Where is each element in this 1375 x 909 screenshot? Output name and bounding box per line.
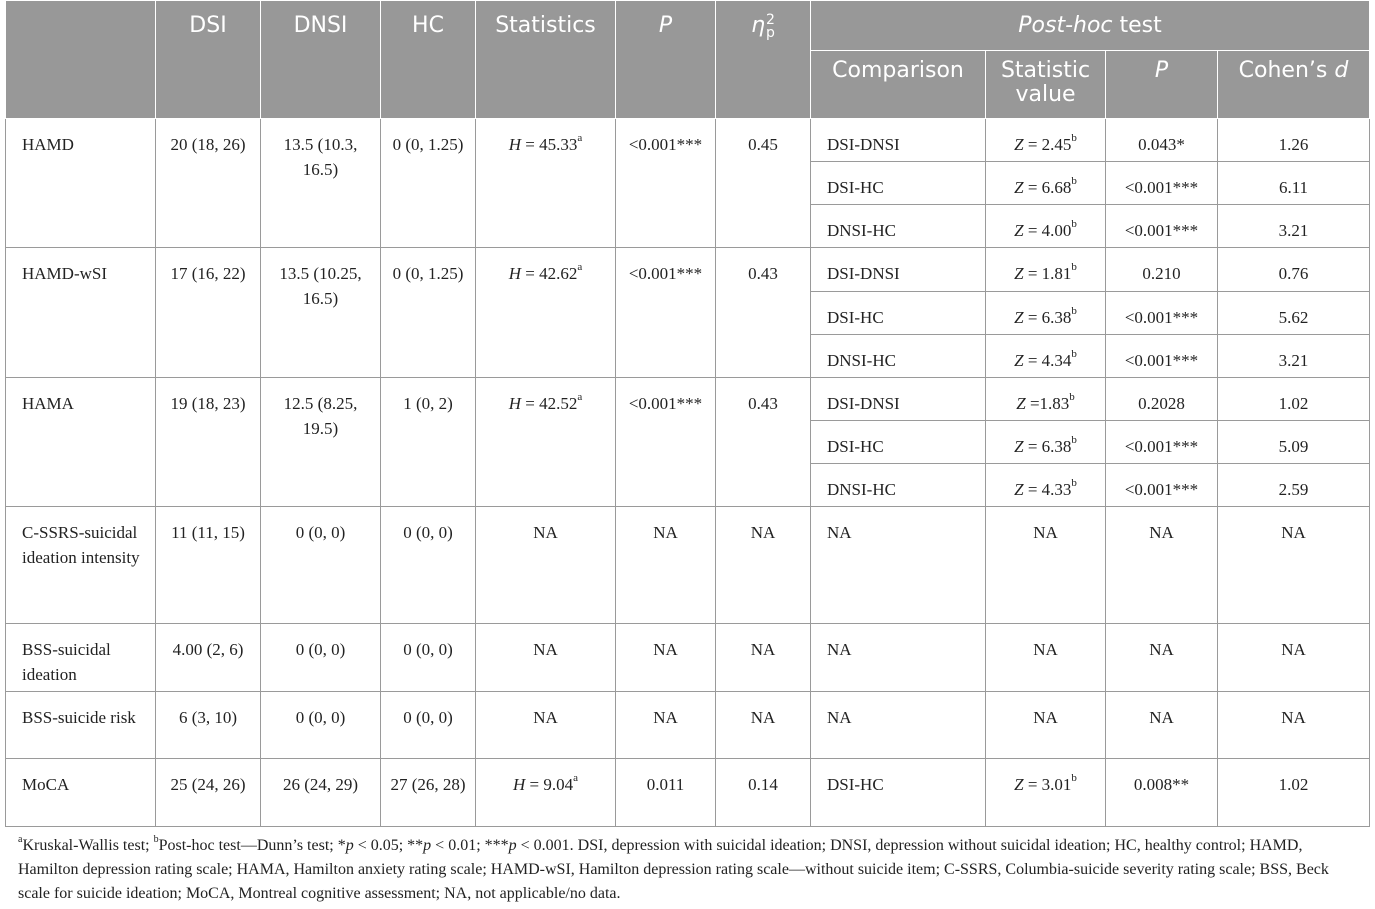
p-cell: 0.011 [616, 759, 716, 827]
stat-sup: a [573, 772, 578, 785]
comparison-cell: DSI-HC [811, 162, 986, 205]
cohen-d-cell: 6.11 [1218, 162, 1370, 205]
eta-cell: 0.43 [716, 248, 811, 378]
cohen-d-cell: NA [1218, 692, 1370, 759]
comparison-cell: DSI-HC [811, 292, 986, 335]
stat-value: = 42.62 [521, 264, 578, 283]
subheader-comparison: Comparison [811, 51, 986, 119]
cohen-d-cell: 3.21 [1218, 205, 1370, 248]
dsi-cell: 17 (16, 22) [156, 248, 261, 378]
posthoc-p-cell: 0.210 [1106, 248, 1218, 292]
z-value: = 6.68 [1023, 178, 1072, 197]
z-cell [986, 421, 1106, 464]
z-sup: b [1069, 391, 1075, 404]
comparison-cell: DNSI-HC [811, 335, 986, 378]
z-cell [986, 205, 1106, 248]
posthoc-p-cell: <0.001*** [1106, 292, 1218, 335]
cohen-d-cell: NA [1218, 624, 1370, 692]
cohen-d: d [1334, 58, 1349, 83]
z-cell [986, 335, 1106, 378]
z-letter: Z [1014, 178, 1024, 197]
eta-cell: 0.45 [716, 119, 811, 248]
z-letter: Z [1014, 775, 1024, 794]
table-row [6, 119, 1370, 162]
posthoc-p-cell: <0.001*** [1106, 464, 1218, 507]
stat-sup: a [577, 391, 583, 404]
z-cell [986, 248, 1106, 292]
z-letter: Z [1014, 437, 1024, 456]
cohen-d-cell: NA [1218, 507, 1370, 624]
statistics-cell [476, 759, 616, 827]
stat-value: = 45.33 [521, 135, 578, 154]
posthoc-p-cell: <0.001*** [1106, 421, 1218, 464]
cohen-d-cell: 2.59 [1218, 464, 1370, 507]
statistics-cell: NA [476, 692, 616, 759]
cohen-label: Cohen’s [1238, 58, 1335, 83]
posthoc-p-cell: <0.001*** [1106, 335, 1218, 378]
p-cell: NA [616, 507, 716, 624]
dnsi-cell: 0 (0, 0) [261, 624, 381, 692]
z-sup: b [1071, 175, 1077, 188]
hc-cell: 0 (0, 0) [381, 692, 476, 759]
comparison-cell: DNSI-HC [811, 464, 986, 507]
z-cell [986, 119, 1106, 162]
statistics-cell [476, 119, 616, 248]
table-footnote [18, 834, 1358, 906]
z-cell [986, 759, 1106, 827]
z-value: = 3.01 [1023, 775, 1072, 794]
table-row [6, 378, 1370, 421]
z-value: = 4.33 [1023, 480, 1072, 499]
posthoc-italic: Post-hoc [1018, 13, 1113, 38]
cohen-d-cell: 1.26 [1218, 119, 1370, 162]
statistics-cell: NA [476, 624, 616, 692]
stat-letter: H [508, 135, 522, 154]
z-cell: NA [986, 507, 1106, 624]
measure-cell: BSS-suicidal ideation [6, 624, 156, 692]
subheader-p: P [1106, 51, 1218, 119]
statistics-cell [476, 378, 616, 507]
dnsi-cell: 0 (0, 0) [261, 507, 381, 624]
p-cell: NA [616, 692, 716, 759]
z-cell: NA [986, 692, 1106, 759]
hc-cell: 0 (0, 0) [381, 624, 476, 692]
z-letter: Z [1016, 394, 1026, 413]
posthoc-p-cell: NA [1106, 507, 1218, 624]
p-cell: <0.001*** [616, 378, 716, 507]
header-hc: HC [381, 1, 476, 119]
p-cell: <0.001*** [616, 248, 716, 378]
footnote-p1: p [345, 837, 354, 854]
p-cell: NA [616, 624, 716, 692]
z-letter: Z [1014, 221, 1024, 240]
footnote-t1: < 0.05; ** [353, 837, 424, 854]
comparison-cell: NA [811, 624, 986, 692]
posthoc-rest: test [1112, 13, 1162, 38]
z-sup: b [1071, 305, 1077, 318]
z-value: =1.83 [1025, 394, 1070, 413]
measure-cell: BSS-suicide risk [6, 692, 156, 759]
dsi-cell: 4.00 (2, 6) [156, 624, 261, 692]
measure-cell: HAMD-wSI [6, 248, 156, 378]
footnote-p3: p [508, 837, 517, 854]
z-sup: b [1071, 132, 1077, 145]
table-row [6, 692, 1370, 759]
posthoc-p-cell: <0.001*** [1106, 162, 1218, 205]
stat-sup: a [577, 132, 583, 145]
z-sup: b [1071, 348, 1077, 361]
z-cell [986, 292, 1106, 335]
hc-cell: 0 (0, 1.25) [381, 119, 476, 248]
table-row [6, 624, 1370, 692]
z-sup: b [1071, 434, 1077, 447]
cohen-d-cell: 3.21 [1218, 335, 1370, 378]
measure-cell: HAMA [6, 378, 156, 507]
z-letter: Z [1014, 351, 1024, 370]
dnsi-cell: 26 (24, 29) [261, 759, 381, 827]
eta-cell: 0.43 [716, 378, 811, 507]
header-dnsi: DNSI [261, 1, 381, 119]
header-dsi: DSI [156, 1, 261, 119]
header-eta [716, 1, 811, 119]
cohen-d-cell: 1.02 [1218, 378, 1370, 421]
posthoc-p-cell: NA [1106, 692, 1218, 759]
posthoc-p-cell: 0.2028 [1106, 378, 1218, 421]
z-sup: b [1071, 218, 1077, 231]
eta-cell: 0.14 [716, 759, 811, 827]
footnote-t3: < 0.001. DSI, depression with suicidal ideation; DNSI, depression without suicidal ideation; HC, healthy control; HAMD, Hamilton depression rating scale; HAMA, Hamilton anxiety rating scale; HAMD-wSI, Hamilton depression rating scale—without suicide item; C-SSRS, Columbia-suicide severity rating scale; BSS, Beck scale for suicide ideation; MoCA, Montreal cognitive assessment; NA, not applicable/no data. [18, 837, 1329, 902]
z-cell [986, 378, 1106, 421]
comparison-cell: DSI-DNSI [811, 119, 986, 162]
table-body [6, 119, 1370, 827]
eta-sub: p [766, 25, 775, 41]
z-cell [986, 464, 1106, 507]
p-cell: <0.001*** [616, 119, 716, 248]
subheader-statistic-value: Statistic value [986, 51, 1106, 119]
eta-cell: NA [716, 507, 811, 624]
z-cell: NA [986, 624, 1106, 692]
z-letter: Z [1014, 135, 1024, 154]
eta-symbol: η [751, 13, 766, 38]
dsi-cell: 6 (3, 10) [156, 692, 261, 759]
table-row [6, 759, 1370, 827]
posthoc-p-cell: 0.043* [1106, 119, 1218, 162]
cohen-d-cell: 5.09 [1218, 421, 1370, 464]
comparison-cell: DNSI-HC [811, 205, 986, 248]
subheader-cohen [1218, 51, 1370, 119]
posthoc-p-cell: NA [1106, 624, 1218, 692]
z-letter: Z [1014, 264, 1024, 283]
comparison-cell: DSI-HC [811, 421, 986, 464]
comparison-cell: NA [811, 507, 986, 624]
dnsi-cell: 13.5 (10.3, 16.5) [261, 119, 381, 248]
footnote-a-text: Kruskal-Wallis test; [22, 837, 154, 854]
z-sup: b [1071, 772, 1077, 785]
posthoc-p-cell: 0.008** [1106, 759, 1218, 827]
z-value: = 6.38 [1023, 308, 1072, 327]
hc-cell: 0 (0, 0) [381, 507, 476, 624]
z-sup: b [1071, 477, 1077, 490]
cohen-d-cell: 1.02 [1218, 759, 1370, 827]
z-value: = 1.81 [1023, 264, 1072, 283]
measure-cell: HAMD [6, 119, 156, 248]
statistics-cell: NA [476, 507, 616, 624]
cohen-d-cell: 0.76 [1218, 248, 1370, 292]
header-p: P [616, 1, 716, 119]
hc-cell: 27 (26, 28) [381, 759, 476, 827]
z-value: = 4.34 [1023, 351, 1072, 370]
hc-cell: 1 (0, 2) [381, 378, 476, 507]
stat-sup: a [577, 261, 583, 274]
stat-letter: H [508, 264, 522, 283]
posthoc-p-cell: <0.001*** [1106, 205, 1218, 248]
z-sup: b [1071, 261, 1077, 274]
z-value: = 2.45 [1023, 135, 1072, 154]
header-posthoc [811, 1, 1370, 51]
comparison-cell: NA [811, 692, 986, 759]
results-table [5, 0, 1370, 827]
dnsi-cell: 12.5 (8.25, 19.5) [261, 378, 381, 507]
dnsi-cell: 13.5 (10.25, 16.5) [261, 248, 381, 378]
comparison-cell: DSI-DNSI [811, 248, 986, 292]
z-letter: Z [1014, 308, 1024, 327]
stat-letter: H [512, 775, 526, 794]
header-statistics: Statistics [476, 1, 616, 119]
z-value: = 6.38 [1023, 437, 1072, 456]
stat-letter: H [508, 394, 522, 413]
comparison-cell: DSI-DNSI [811, 378, 986, 421]
dsi-cell: 19 (18, 23) [156, 378, 261, 507]
dsi-cell: 25 (24, 26) [156, 759, 261, 827]
stat-value: = 9.04 [525, 775, 574, 794]
dsi-cell: 20 (18, 26) [156, 119, 261, 248]
stat-value: = 42.52 [521, 394, 578, 413]
header-blank [6, 1, 156, 119]
z-value: = 4.00 [1023, 221, 1072, 240]
hc-cell: 0 (0, 1.25) [381, 248, 476, 378]
table-row [6, 507, 1370, 624]
cohen-d-cell: 5.62 [1218, 292, 1370, 335]
footnote-sup-b: b [153, 833, 159, 845]
z-letter: Z [1014, 480, 1024, 499]
z-cell [986, 162, 1106, 205]
footnote-b-text: Post-hoc test—Dunn’s test; * [158, 837, 346, 854]
dnsi-cell: 0 (0, 0) [261, 692, 381, 759]
footnote-p2: p [423, 837, 432, 854]
footnote-t2: < 0.01; *** [431, 837, 509, 854]
measure-cell: MoCA [6, 759, 156, 827]
statistics-cell [476, 248, 616, 378]
footnote-sup-a: a [18, 833, 23, 845]
eta-cell: NA [716, 624, 811, 692]
comparison-cell: DSI-HC [811, 759, 986, 827]
measure-cell: C-SSRS-suicidal ideation intensity [6, 507, 156, 624]
eta-cell: NA [716, 692, 811, 759]
dsi-cell: 11 (11, 15) [156, 507, 261, 624]
eta-sup: 2 [766, 12, 775, 28]
table-header [6, 1, 1370, 119]
table-row [6, 248, 1370, 292]
